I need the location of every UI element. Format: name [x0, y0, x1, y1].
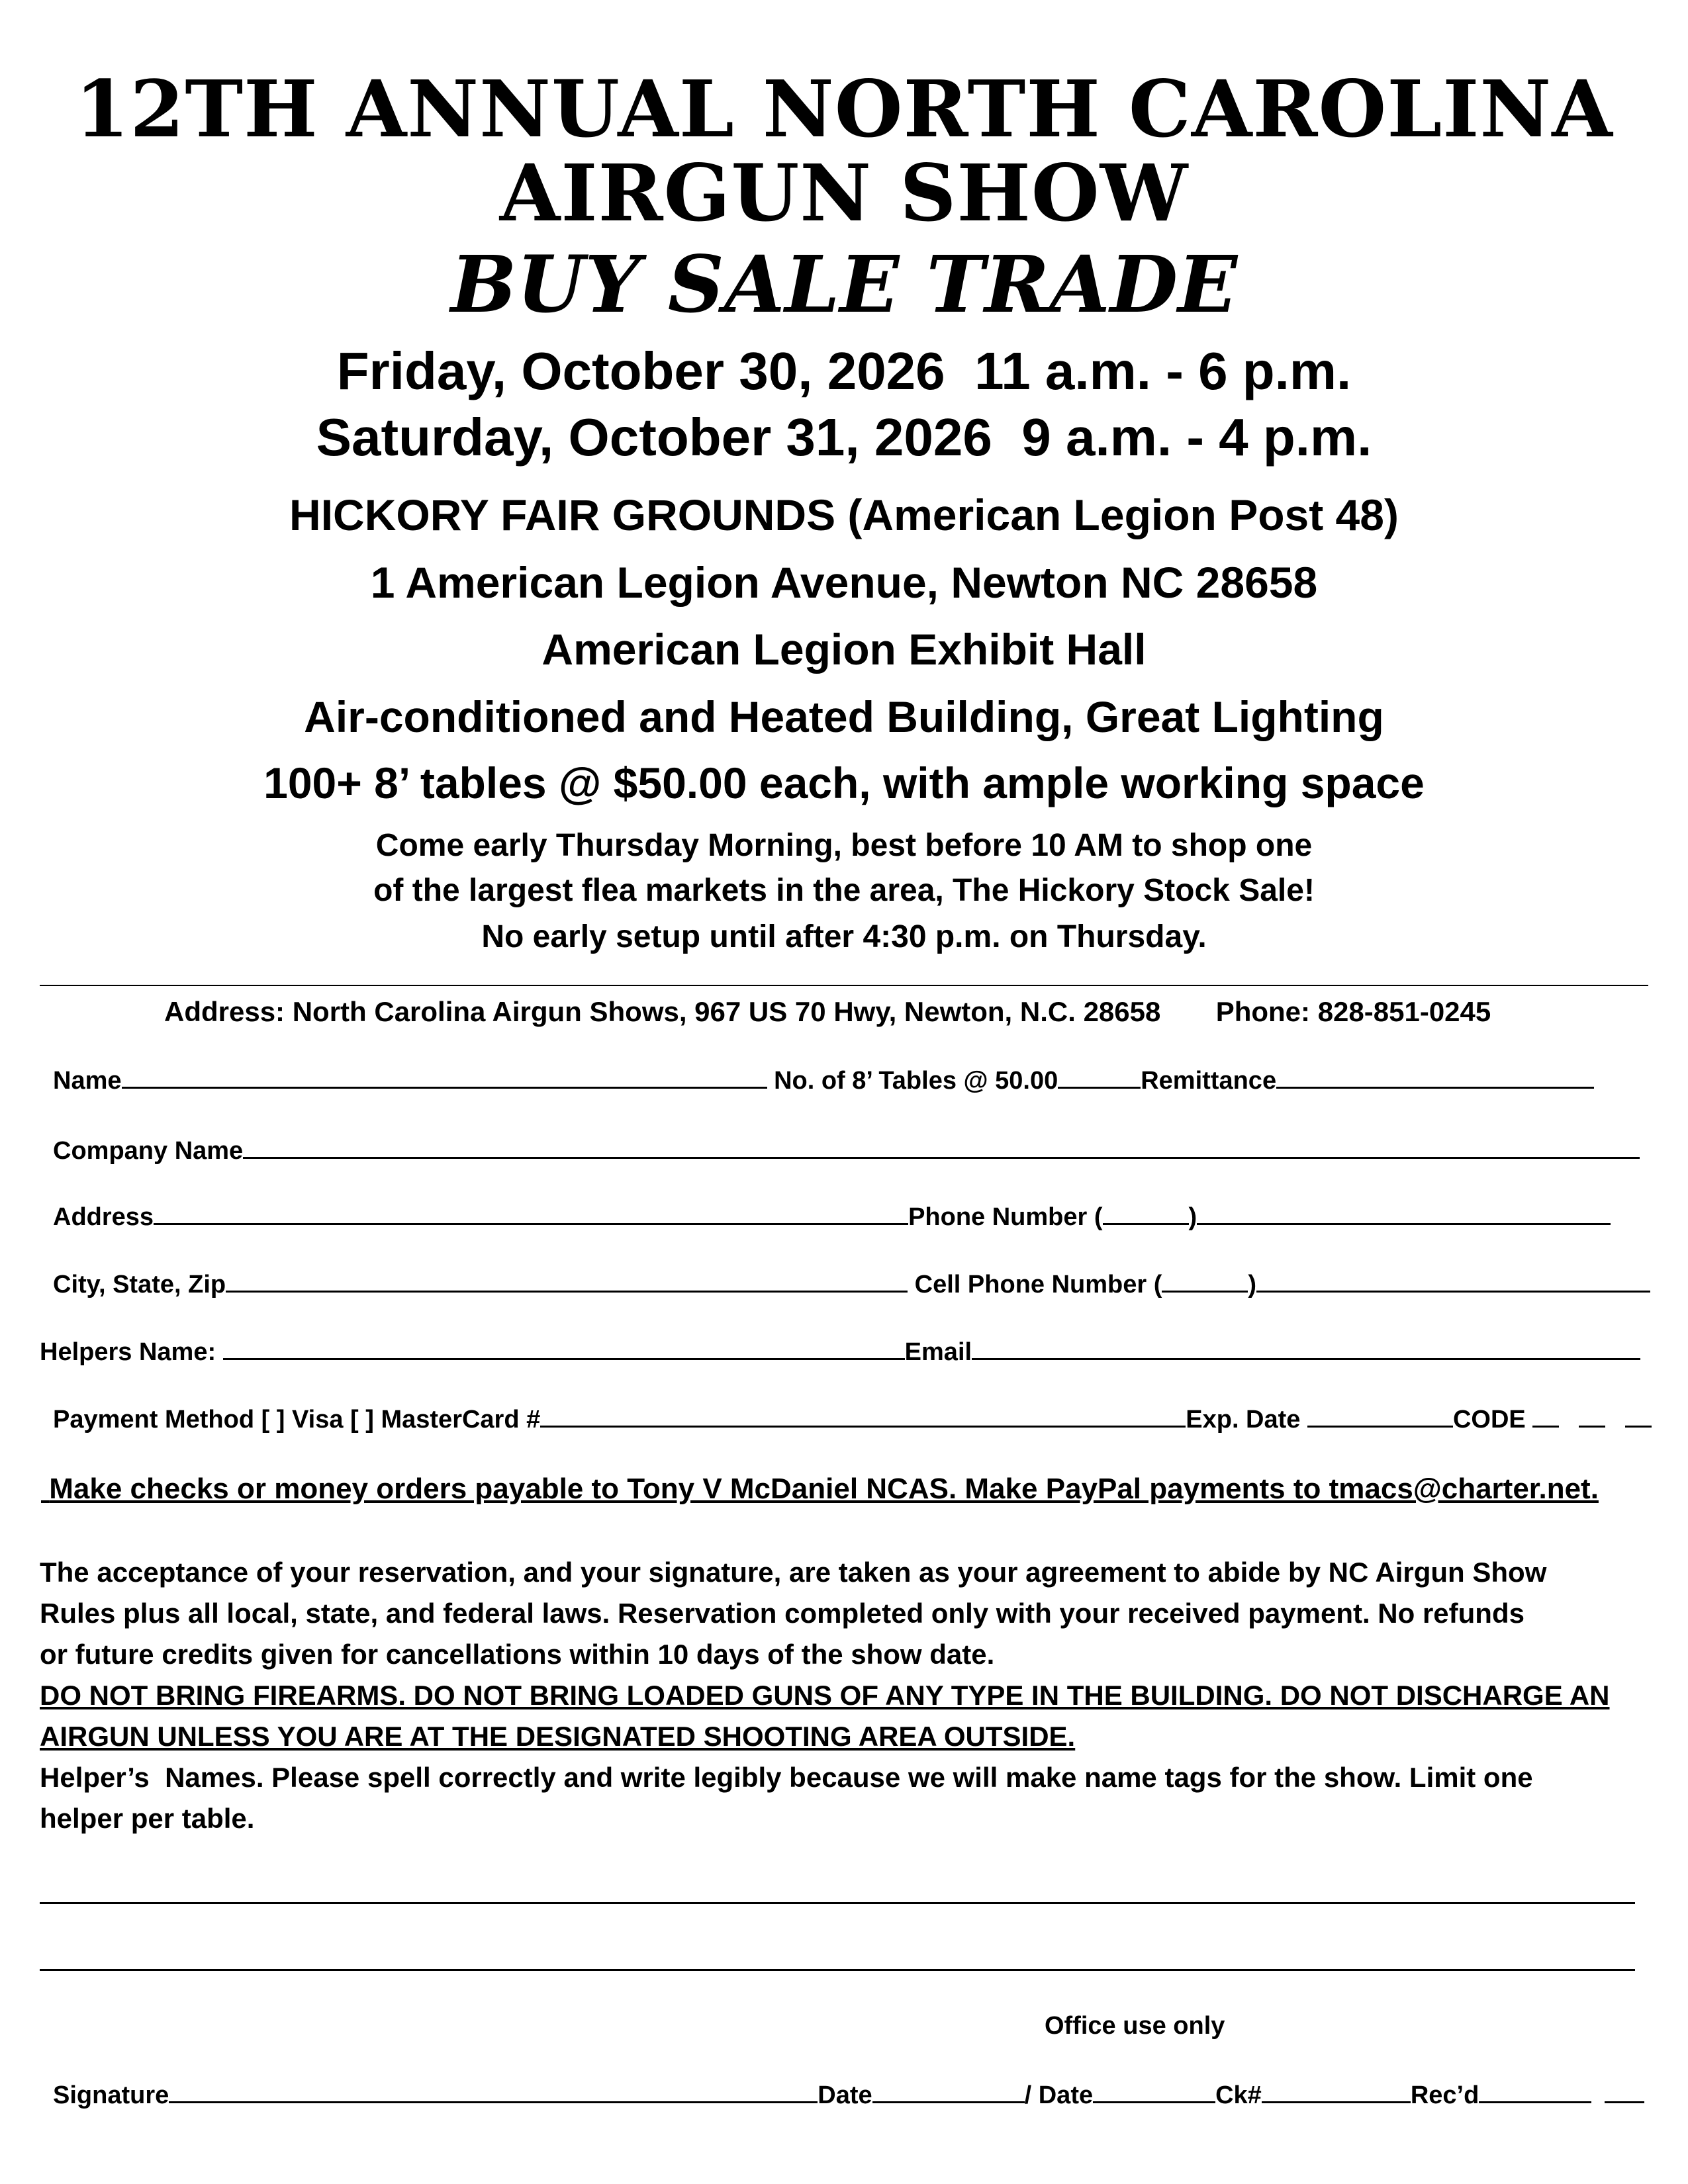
terms-line-1: The acceptance of your reservation, and your signature, are taken as your agreement to abide by NC Airgun Show: [40, 1557, 1547, 1588]
early-note-2: of the largest flea markets in the area, The Hickory Stock Sale!: [373, 873, 1315, 908]
received-label: Rec’d: [1410, 2081, 1479, 2109]
helpers-note-1: Helper’s Names. Please spell correctly and write legibly because we will make name tags for the show. Limit one: [40, 1762, 1533, 1793]
company-field[interactable]: [243, 1137, 1640, 1159]
office-date-label: / Date: [1024, 2081, 1094, 2109]
venue: HICKORY FAIR GROUNDS (American Legion Post 48): [289, 490, 1399, 539]
phone-label: Phone Number (: [908, 1203, 1103, 1231]
date-label: Date: [818, 2081, 872, 2109]
payment-note: [41, 1473, 1599, 1506]
code-field-2[interactable]: [1579, 1406, 1605, 1428]
code-field-3[interactable]: [1625, 1406, 1652, 1428]
office-use-label: Office use only: [1045, 2012, 1225, 2040]
signature-field[interactable]: [169, 2081, 818, 2103]
form-row-payment: [53, 1406, 1652, 1434]
exp-label: Exp. Date: [1186, 1406, 1307, 1433]
card-number-field[interactable]: [540, 1406, 1186, 1428]
phone-field[interactable]: [1197, 1203, 1611, 1225]
form-row-city: [53, 1271, 1650, 1299]
terms-block: [40, 1552, 1628, 1839]
received-initials-field[interactable]: [1605, 2081, 1644, 2103]
cell-field[interactable]: [1256, 1271, 1650, 1293]
address-field[interactable]: [154, 1203, 908, 1225]
form-row-address: [53, 1203, 1611, 1232]
name-label: Name: [53, 1067, 122, 1095]
form-row-signature: [53, 2081, 1644, 2110]
terms-line-3: or future credits given for cancellations within 10 days of the show date.: [40, 1639, 995, 1670]
email-field[interactable]: [972, 1338, 1640, 1360]
early-note-3: No early setup until after 4:30 p.m. on Thursday.: [481, 919, 1207, 954]
cell-paren: ): [1248, 1271, 1257, 1298]
tables-label: No. of 8’ Tables @ 50.00: [774, 1067, 1058, 1095]
warning-line-2: AIRGUN UNLESS YOU ARE AT THE DESIGNATED SHOOTING AREA OUTSIDE.: [40, 1721, 1076, 1752]
exhibit-hall: American Legion Exhibit Hall: [541, 625, 1147, 674]
remittance-field[interactable]: [1276, 1067, 1594, 1089]
helper-name-line-2[interactable]: [40, 1969, 1635, 1971]
city-field[interactable]: [226, 1271, 908, 1293]
code-label: CODE: [1452, 1406, 1533, 1433]
payment-label: Payment Method [ ] Visa [ ] MasterCard #: [53, 1406, 541, 1433]
saturday-hours: Saturday, October 31, 2026 9 a.m. - 4 p.m.: [316, 408, 1372, 467]
check-number-label: Ck#: [1215, 2081, 1262, 2109]
cell-label: Cell Phone Number (: [914, 1271, 1162, 1298]
table-pricing: 100+ 8’ tables @ $50.00 each, with ample working space: [263, 758, 1425, 807]
street-address: 1 American Legion Avenue, Newton NC 28658: [370, 558, 1318, 607]
signature-label: Signature: [53, 2081, 169, 2109]
exp-field[interactable]: [1307, 1406, 1453, 1428]
title-line-1: 12TH ANNUAL NORTH CAROLINA: [75, 63, 1613, 155]
payment-note-text: Make checks or money orders payable to Tony V McDaniel NCAS. Make PayPal payments to tmacs@charter.net.: [49, 1473, 1599, 1505]
title-line-3: BUY SALE TRADE: [450, 238, 1238, 330]
warning-line-1: DO NOT BRING FIREARMS. DO NOT BRING LOADED GUNS OF ANY TYPE IN THE BUILDING. DO NOT DISCHARGE AN: [40, 1680, 1610, 1711]
building-features: Air-conditioned and Heated Building, Great Lighting: [304, 692, 1384, 741]
name-field[interactable]: [122, 1067, 767, 1089]
contact-line: [164, 996, 1491, 1028]
company-label: Company Name: [53, 1137, 244, 1165]
helpers-field[interactable]: [223, 1338, 905, 1360]
form-row-helpers: [40, 1338, 1640, 1367]
terms-line-2: Rules plus all local, state, and federal laws. Reservation completed only with your received payment. No refunds: [40, 1598, 1524, 1629]
city-label: City, State, Zip: [53, 1271, 226, 1298]
friday-hours: Friday, October 30, 2026 11 a.m. - 6 p.m.: [336, 341, 1352, 400]
helpers-label: Helpers Name:: [40, 1338, 223, 1366]
email-label: Email: [904, 1338, 972, 1366]
helper-name-line-1[interactable]: [40, 1902, 1635, 1904]
contact-phone: Phone: 828-851-0245: [1215, 996, 1491, 1027]
cell-area-field[interactable]: [1162, 1271, 1248, 1293]
address-label: Address: [53, 1203, 154, 1231]
office-date-field[interactable]: [1093, 2081, 1215, 2103]
phone-area-field[interactable]: [1103, 1203, 1189, 1225]
date-field[interactable]: [872, 2081, 1025, 2103]
phone-paren: ): [1188, 1203, 1197, 1231]
received-field[interactable]: [1479, 2081, 1591, 2103]
check-number-field[interactable]: [1262, 2081, 1411, 2103]
divider: [40, 985, 1648, 986]
form-row-name: [53, 1067, 1594, 1095]
mailing-address: Address: North Carolina Airgun Shows, 967 US 70 Hwy, Newton, N.C. 28658: [164, 996, 1161, 1027]
tables-field[interactable]: [1058, 1067, 1141, 1089]
code-field-1[interactable]: [1532, 1406, 1559, 1428]
form-row-company: [53, 1137, 1640, 1165]
title-line-2: AIRGUN SHOW: [499, 147, 1189, 239]
remittance-label: Remittance: [1141, 1067, 1277, 1095]
early-note-1: Come early Thursday Morning, best before 10 AM to shop one: [375, 828, 1313, 863]
helpers-note-2: helper per table.: [40, 1803, 255, 1834]
